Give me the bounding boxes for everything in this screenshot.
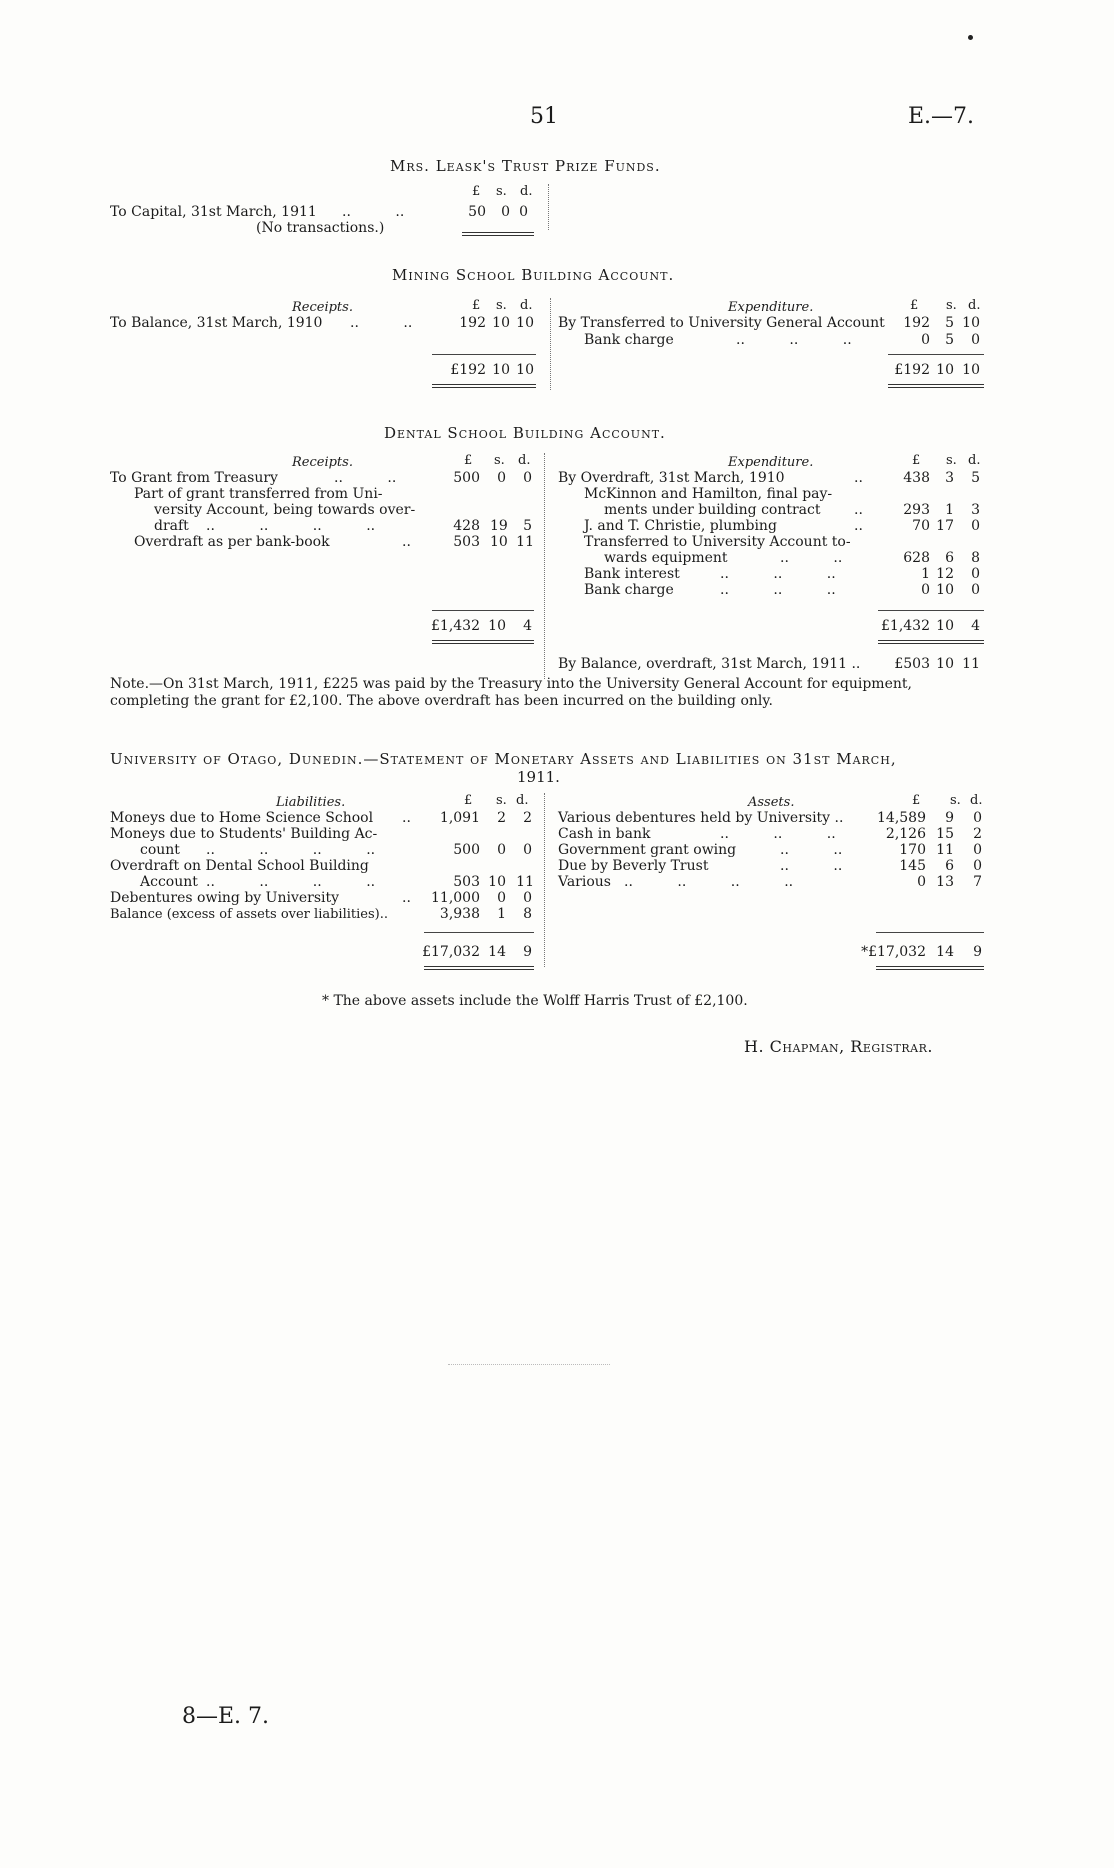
dental-transfer-shillings: 19 bbox=[490, 518, 508, 534]
asset-debentures-pounds: 14,589 bbox=[877, 810, 926, 826]
mining-expenditure-heading: Expenditure. bbox=[728, 300, 814, 315]
total-rule bbox=[462, 232, 534, 236]
dental-expenditure-total-pence: 4 bbox=[971, 618, 980, 634]
dental-expenditure-heading: Expenditure. bbox=[728, 455, 814, 470]
mining-receipts-total-shillings: 10 bbox=[492, 362, 510, 378]
dental-balance-label: By Balance, overdraft, 31st March, 1911 .. bbox=[558, 656, 861, 672]
mining-bank-charge-shillings: 5 bbox=[945, 332, 954, 348]
dental-exp-interest-label: Bank interest bbox=[584, 566, 680, 582]
dental-receipts-total-shillings: 10 bbox=[488, 618, 506, 634]
mining-receipt-dots: .. .. bbox=[350, 315, 413, 331]
mining-expenditure-total-shillings: 10 bbox=[936, 362, 954, 378]
dental-grant-shillings: 0 bbox=[497, 470, 506, 486]
assets-total-shillings: 14 bbox=[936, 944, 954, 960]
ink-speck bbox=[968, 35, 973, 40]
footer-reference: 8—E. 7. bbox=[182, 1704, 270, 1729]
liab-students-line2: count bbox=[140, 842, 180, 858]
mining-receipt-pence: 10 bbox=[516, 315, 534, 331]
subtotal-rule bbox=[432, 354, 536, 355]
mining-receipt-pounds: 192 bbox=[459, 315, 486, 331]
asset-various-label: Various bbox=[558, 874, 611, 890]
liabilities-total-shillings: 14 bbox=[488, 944, 506, 960]
column-divider bbox=[548, 184, 549, 230]
asset-various-pence: 7 bbox=[973, 874, 982, 890]
liab-students-shillings: 0 bbox=[497, 842, 506, 858]
dental-balance-pence: 11 bbox=[962, 656, 980, 672]
asset-beverly-pence: 0 bbox=[973, 858, 982, 874]
col-pounds: £ bbox=[472, 298, 481, 313]
total-rule bbox=[432, 640, 534, 644]
dental-exp-mckinnon-line2: ments under building contract bbox=[604, 502, 821, 518]
liab-students-pence: 0 bbox=[523, 842, 532, 858]
dental-overdraft-dots: .. bbox=[402, 534, 411, 550]
dental-exp-mckinnon-line1: McKinnon and Hamilton, final pay- bbox=[584, 486, 833, 502]
leask-row-pounds: 50 bbox=[468, 204, 486, 220]
mining-bank-charge-pence: 0 bbox=[971, 332, 980, 348]
liab-debentures-dots: .. bbox=[402, 890, 411, 906]
dental-exp-christie-shillings: 17 bbox=[936, 518, 954, 534]
dental-exp-interest-pounds: 1 bbox=[921, 566, 930, 582]
subtotal-rule bbox=[424, 932, 534, 933]
subtotal-rule bbox=[878, 610, 984, 611]
dental-overdraft-pounds: 503 bbox=[453, 534, 480, 550]
subtotal-rule bbox=[888, 354, 984, 355]
mining-expenditure-total-pence: 10 bbox=[962, 362, 980, 378]
dental-expenditure-total-pounds: £1,432 bbox=[881, 618, 930, 634]
mining-receipts-total-pounds: £192 bbox=[450, 362, 486, 378]
asset-cash-pence: 2 bbox=[973, 826, 982, 842]
dental-exp-interest-dots: .. .. .. bbox=[720, 566, 836, 582]
asset-cash-label: Cash in bank bbox=[558, 826, 651, 842]
liab-home-science-shillings: 2 bbox=[497, 810, 506, 826]
liab-balance-pounds: 3,938 bbox=[439, 906, 480, 922]
liab-overdraft-dots: .. .. .. .. bbox=[206, 874, 376, 890]
col-shillings: s. bbox=[494, 453, 505, 468]
liab-home-science-label: Moneys due to Home Science School bbox=[110, 810, 374, 826]
subtotal-rule bbox=[432, 610, 534, 611]
dental-balance-shillings: 10 bbox=[936, 656, 954, 672]
total-rule bbox=[878, 640, 984, 644]
col-pounds: £ bbox=[910, 298, 919, 313]
dental-note-line1: Note.—On 31st March, 1911, £225 was paid by the Treasury into the University General Account for equipment, bbox=[110, 676, 912, 692]
mining-bank-charge-pounds: 0 bbox=[921, 332, 930, 348]
column-divider bbox=[544, 793, 545, 967]
asset-cash-shillings: 15 bbox=[936, 826, 954, 842]
asset-various-dots: .. .. .. .. bbox=[624, 874, 794, 890]
col-pence: d. bbox=[516, 793, 529, 808]
asset-grant-shillings: 11 bbox=[936, 842, 954, 858]
dental-exp-transfer-shillings: 6 bbox=[945, 550, 954, 566]
asset-beverly-shillings: 6 bbox=[945, 858, 954, 874]
dental-exp-christie-dots: .. bbox=[854, 518, 863, 534]
col-pence: d. bbox=[520, 298, 533, 313]
liab-balance-shillings: 1 bbox=[497, 906, 506, 922]
asset-grant-pence: 0 bbox=[973, 842, 982, 858]
dental-exp-overdraft-shillings: 3 bbox=[945, 470, 954, 486]
dental-exp-overdraft-pence: 5 bbox=[971, 470, 980, 486]
asset-cash-dots: .. .. .. bbox=[720, 826, 836, 842]
dental-receipts-total-pence: 4 bbox=[523, 618, 532, 634]
dental-transfer-line3: draft bbox=[154, 518, 189, 534]
column-divider bbox=[550, 298, 551, 390]
asset-various-pounds: 0 bbox=[917, 874, 926, 890]
asset-grant-label: Government grant owing bbox=[558, 842, 737, 858]
dental-exp-mckinnon-shillings: 1 bbox=[945, 502, 954, 518]
dental-exp-christie-pence: 0 bbox=[971, 518, 980, 534]
dental-overdraft-label: Overdraft as per bank-book bbox=[134, 534, 330, 550]
mining-bank-charge-label: Bank charge bbox=[584, 332, 674, 348]
dental-grant-dots: .. .. bbox=[334, 470, 397, 486]
dental-title: Dental School Building Account. bbox=[384, 424, 666, 442]
dental-exp-charge-label: Bank charge bbox=[584, 582, 674, 598]
mining-expenditure-label: By Transferred to University General Account bbox=[558, 315, 885, 331]
dental-transfer-line2: versity Account, being towards over- bbox=[154, 502, 416, 518]
statement-footnote: * The above assets include the Wolff Harris Trust of £2,100. bbox=[322, 993, 748, 1009]
liab-home-science-dots: .. bbox=[402, 810, 411, 826]
dental-exp-transfer-line1: Transferred to University Account to- bbox=[584, 534, 851, 550]
col-shillings: s. bbox=[496, 298, 507, 313]
liab-balance-pence: 8 bbox=[523, 906, 532, 922]
dental-transfer-pence: 5 bbox=[523, 518, 532, 534]
liab-debentures-shillings: 0 bbox=[497, 890, 506, 906]
asset-cash-pounds: 2,126 bbox=[885, 826, 926, 842]
dental-exp-charge-pounds: 0 bbox=[921, 582, 930, 598]
liabilities-heading: Liabilities. bbox=[276, 795, 346, 810]
liabilities-total-pounds: £17,032 bbox=[422, 944, 480, 960]
asset-debentures-label: Various debentures held by University .. bbox=[558, 810, 844, 826]
dental-exp-transfer-dots: .. .. bbox=[780, 550, 843, 566]
dental-grant-pence: 0 bbox=[523, 470, 532, 486]
dental-exp-christie-label: J. and T. Christie, plumbing bbox=[584, 518, 777, 534]
registrar-signature: H. Chapman, Registrar. bbox=[744, 1037, 933, 1056]
asset-grant-dots: .. .. bbox=[780, 842, 843, 858]
mining-expenditure-shillings: 5 bbox=[945, 315, 954, 331]
asset-debentures-shillings: 9 bbox=[945, 810, 954, 826]
mining-expenditure-total-pounds: £192 bbox=[894, 362, 930, 378]
subtotal-rule bbox=[876, 932, 984, 933]
liab-debentures-label: Debentures owing by University bbox=[110, 890, 340, 906]
liab-home-science-pence: 2 bbox=[523, 810, 532, 826]
dental-exp-charge-dots: .. .. .. bbox=[720, 582, 836, 598]
col-pounds: £ bbox=[464, 793, 473, 808]
leask-title: Mrs. Leask's Trust Prize Funds. bbox=[390, 157, 661, 175]
mining-receipts-heading: Receipts. bbox=[292, 300, 353, 315]
col-pence: d. bbox=[520, 184, 533, 199]
dental-exp-mckinnon-pence: 3 bbox=[971, 502, 980, 518]
dental-transfer-dots: .. .. .. .. bbox=[206, 518, 376, 534]
total-rule bbox=[424, 966, 534, 970]
assets-total-pence: 9 bbox=[973, 944, 982, 960]
total-rule bbox=[432, 384, 536, 388]
asset-beverly-dots: .. .. bbox=[780, 858, 843, 874]
dental-overdraft-pence: 11 bbox=[516, 534, 534, 550]
faint-rule bbox=[448, 1364, 610, 1365]
mining-receipts-total-pence: 10 bbox=[516, 362, 534, 378]
dental-exp-interest-pence: 0 bbox=[971, 566, 980, 582]
col-pounds: £ bbox=[912, 453, 921, 468]
dental-transfer-pounds: 428 bbox=[453, 518, 480, 534]
dental-overdraft-shillings: 10 bbox=[490, 534, 508, 550]
liab-students-dots: .. .. .. .. bbox=[206, 842, 376, 858]
liab-home-science-pounds: 1,091 bbox=[439, 810, 480, 826]
leask-row-pence: 0 bbox=[519, 204, 528, 220]
dental-grant-pounds: 500 bbox=[453, 470, 480, 486]
asset-debentures-pence: 0 bbox=[973, 810, 982, 826]
dental-exp-overdraft-label: By Overdraft, 31st March, 1910 bbox=[558, 470, 785, 486]
liab-overdraft-line1: Overdraft on Dental School Building bbox=[110, 858, 369, 874]
liab-overdraft-pounds: 503 bbox=[453, 874, 480, 890]
dental-exp-charge-pence: 0 bbox=[971, 582, 980, 598]
dental-receipts-heading: Receipts. bbox=[292, 455, 353, 470]
total-rule bbox=[876, 966, 984, 970]
leask-row-label: To Capital, 31st March, 1911 bbox=[110, 204, 317, 220]
dental-exp-mckinnon-dots: .. bbox=[854, 502, 863, 518]
mining-expenditure-pence: 10 bbox=[962, 315, 980, 331]
liabilities-total-pence: 9 bbox=[523, 944, 532, 960]
dental-exp-interest-shillings: 12 bbox=[936, 566, 954, 582]
dental-exp-overdraft-pounds: 438 bbox=[903, 470, 930, 486]
col-pence: d. bbox=[968, 298, 981, 313]
col-pence: d. bbox=[970, 793, 983, 808]
asset-grant-pounds: 170 bbox=[899, 842, 926, 858]
dental-note-line2: completing the grant for £2,100. The above overdraft has been incurred on the building only. bbox=[110, 693, 773, 709]
statement-title-line2: 1911. bbox=[517, 768, 560, 786]
liab-overdraft-pence: 11 bbox=[516, 874, 534, 890]
liab-students-line1: Moneys due to Students' Building Ac- bbox=[110, 826, 378, 842]
leask-row-shillings: 0 bbox=[501, 204, 510, 220]
asset-various-shillings: 13 bbox=[936, 874, 954, 890]
dental-receipts-total-pounds: £1,432 bbox=[431, 618, 480, 634]
col-pounds: £ bbox=[464, 453, 473, 468]
dental-exp-christie-pounds: 70 bbox=[912, 518, 930, 534]
dental-exp-transfer-pence: 8 bbox=[971, 550, 980, 566]
dental-exp-mckinnon-pounds: 293 bbox=[903, 502, 930, 518]
assets-total-pounds: *£17,032 bbox=[861, 944, 926, 960]
statement-title-line1: University of Otago, Dunedin.—Statement of Monetary Assets and Liabilities on 31st March, bbox=[110, 750, 897, 768]
mining-title: Mining School Building Account. bbox=[392, 266, 675, 284]
liab-students-pounds: 500 bbox=[453, 842, 480, 858]
liab-overdraft-shillings: 10 bbox=[488, 874, 506, 890]
col-shillings: s. bbox=[496, 184, 507, 199]
col-pounds: £ bbox=[472, 184, 481, 199]
dental-expenditure-total-shillings: 10 bbox=[936, 618, 954, 634]
mining-bank-charge-dots: .. .. .. bbox=[736, 332, 852, 348]
dental-exp-charge-shillings: 10 bbox=[936, 582, 954, 598]
mining-receipt-shillings: 10 bbox=[492, 315, 510, 331]
col-shillings: s. bbox=[946, 298, 957, 313]
col-shillings: s. bbox=[496, 793, 507, 808]
leask-subnote: (No transactions.) bbox=[256, 220, 385, 236]
leask-row-dots: .. .. bbox=[342, 204, 405, 220]
mining-receipt-label: To Balance, 31st March, 1910 bbox=[110, 315, 323, 331]
col-pence: d. bbox=[518, 453, 531, 468]
dental-transfer-line1: Part of grant transferred from Uni- bbox=[134, 486, 383, 502]
total-rule bbox=[888, 384, 984, 388]
asset-beverly-label: Due by Beverly Trust bbox=[558, 858, 709, 874]
column-divider bbox=[544, 453, 545, 679]
liab-debentures-pence: 0 bbox=[523, 890, 532, 906]
page-number: 51 bbox=[530, 104, 558, 129]
col-shillings: s. bbox=[946, 453, 957, 468]
liab-balance-label: Balance (excess of assets over liabilities).. bbox=[110, 907, 388, 922]
liab-debentures-pounds: 11,000 bbox=[431, 890, 480, 906]
paper-reference: E.—7. bbox=[908, 104, 975, 129]
mining-expenditure-pounds: 192 bbox=[903, 315, 930, 331]
assets-heading: Assets. bbox=[748, 795, 795, 810]
col-pounds: £ bbox=[912, 793, 921, 808]
dental-balance-pounds: £503 bbox=[894, 656, 930, 672]
col-shillings: s. bbox=[950, 793, 961, 808]
col-pence: d. bbox=[968, 453, 981, 468]
liab-overdraft-line2: Account bbox=[140, 874, 198, 890]
dental-exp-overdraft-dots: .. bbox=[854, 470, 863, 486]
dental-exp-transfer-pounds: 628 bbox=[903, 550, 930, 566]
dental-exp-transfer-line2: wards equipment bbox=[604, 550, 728, 566]
dental-grant-label: To Grant from Treasury bbox=[110, 470, 278, 486]
asset-beverly-pounds: 145 bbox=[899, 858, 926, 874]
